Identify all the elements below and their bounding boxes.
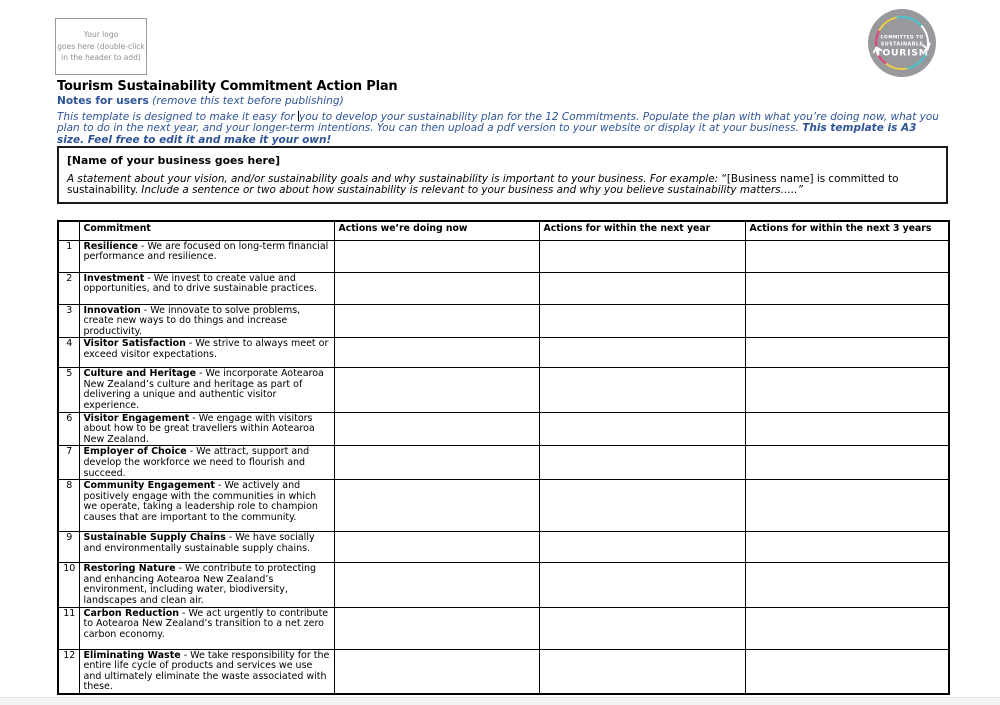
table-row [58, 338, 949, 368]
business-statement[interactable]: A statement about your vision, and/or sustainability goals and why sustainability is important to your business. For example: “[Business name] is committed to sustainability. Include a sentence or two about how sustainability is relevant to your business and why you believe sustainability matters…..” [67, 173, 899, 197]
commitment-cell: Culture and Heritage - We incorporate Aotearoa New Zealand’s culture and heritage as part of delivering a unique and authentic visitor experience. [79, 368, 334, 412]
commitment-cell: Carbon Reduction - We act urgently to contribute to Aotearoa New Zealand’s transition to a net zero carbon economy. [79, 607, 334, 649]
action-next-year-cell[interactable] [539, 272, 745, 304]
commitment-cell: Community Engagement - We actively and positively engage with the communities in which we operate, taking a leadership role to champion causes that are important to the community. [79, 480, 334, 532]
badge-text-line: COMMITTED TO [880, 35, 924, 41]
action-next-year-cell[interactable] [539, 304, 745, 338]
logo-placeholder-line: goes here (double-click [57, 41, 145, 51]
table-row [58, 304, 949, 338]
action-next-year-cell[interactable] [539, 607, 745, 649]
commitment-cell: Resilience - We are focused on long-term financial performance and resilience. [79, 240, 334, 272]
table-row [58, 368, 949, 412]
action-now-cell[interactable] [334, 532, 539, 563]
intro-bold-text: This template is A3 size. Feel free to edit it and make it your own! [57, 122, 917, 146]
action-3-years-cell[interactable] [745, 272, 949, 304]
commitment-table [57, 220, 950, 695]
action-now-cell[interactable] [334, 368, 539, 412]
action-now-cell[interactable] [334, 240, 539, 272]
action-now-cell[interactable] [334, 607, 539, 649]
row-number: 4 [58, 338, 79, 368]
action-now-cell[interactable] [334, 563, 539, 607]
action-next-year-cell[interactable] [539, 412, 745, 446]
action-now-cell[interactable] [334, 272, 539, 304]
header-actions-now: Actions we’re doing now [334, 221, 539, 240]
action-3-years-cell[interactable] [745, 304, 949, 338]
action-3-years-cell[interactable] [745, 412, 949, 446]
row-number: 7 [58, 446, 79, 480]
commitment-cell: Visitor Engagement - We engage with visitors about how to be great travellers within Aotearoa New Zealand. [79, 412, 334, 446]
row-number: 12 [58, 649, 79, 694]
header-actions-3-years: Actions for within the next 3 years [745, 221, 949, 240]
table-header-row [58, 221, 949, 240]
badge-text-line: TOURISM [875, 47, 929, 59]
notes-for-users [57, 95, 344, 107]
action-3-years-cell[interactable] [745, 563, 949, 607]
action-next-year-cell[interactable] [539, 368, 745, 412]
action-next-year-cell[interactable] [539, 563, 745, 607]
page-edge [0, 697, 1000, 705]
action-now-cell[interactable] [334, 446, 539, 480]
row-number: 5 [58, 368, 79, 412]
intro-text: This template is designed to make it easy for [57, 111, 299, 123]
action-next-year-cell[interactable] [539, 649, 745, 694]
row-number: 10 [58, 563, 79, 607]
table-row [58, 240, 949, 272]
page-title: Tourism Sustainability Commitment Action Plan [57, 79, 398, 94]
commitment-cell: Innovation - We innovate to solve problems, create new ways to do things and increase productivity. [79, 304, 334, 338]
table-row [58, 532, 949, 563]
header-number [58, 221, 79, 240]
table-row [58, 272, 949, 304]
table-row [58, 412, 949, 446]
commitment-cell: Employer of Choice - We attract, support and develop the workforce we need to flourish and succeed. [79, 446, 334, 480]
badge-text-line: SUSTAINABLE [880, 42, 924, 48]
action-3-years-cell[interactable] [745, 446, 949, 480]
row-number: 2 [58, 272, 79, 304]
row-number: 9 [58, 532, 79, 563]
business-name-box[interactable] [57, 146, 948, 204]
action-3-years-cell[interactable] [745, 480, 949, 532]
row-number: 11 [58, 607, 79, 649]
table-row [58, 446, 949, 480]
action-now-cell[interactable] [334, 338, 539, 368]
table-row [58, 563, 949, 607]
action-next-year-cell[interactable] [539, 480, 745, 532]
business-name-placeholder[interactable]: [Name of your business goes here] [67, 154, 281, 167]
action-3-years-cell[interactable] [745, 607, 949, 649]
action-now-cell[interactable] [334, 412, 539, 446]
commitment-cell: Visitor Satisfaction - We strive to always meet or exceed visitor expectations. [79, 338, 334, 368]
table-row [58, 649, 949, 694]
action-now-cell[interactable] [334, 480, 539, 532]
logo-placeholder[interactable] [55, 18, 147, 75]
action-next-year-cell[interactable] [539, 240, 745, 272]
intro-paragraph [57, 111, 945, 146]
commitment-cell: Restoring Nature - We contribute to protecting and enhancing Aotearoa New Zealand’s environment, including water, biodiversity, landscapes and clean air. [79, 563, 334, 607]
action-now-cell[interactable] [334, 649, 539, 694]
table-row [58, 607, 949, 649]
logo-placeholder-line: in the header to add) [61, 53, 141, 63]
row-number: 8 [58, 480, 79, 532]
action-3-years-cell[interactable] [745, 338, 949, 368]
commitment-cell: Investment - We invest to create value and opportunities, and to drive sustainable practices. [79, 272, 334, 304]
header-actions-next-year: Actions for within the next year [539, 221, 745, 240]
intro-text: you to develop your sustainability plan for the 12 Commitments. Populate the plan with what you’re doing now, what you plan to do in the next year, and your longer-term intentions. You can then upload a pdf version to your website or display it at your business. [57, 111, 939, 135]
action-next-year-cell[interactable] [539, 532, 745, 563]
logo-placeholder-line: Your logo [83, 30, 119, 40]
row-number: 3 [58, 304, 79, 338]
action-3-years-cell[interactable] [745, 649, 949, 694]
commitment-cell: Sustainable Supply Chains - We have socially and environmentally sustainable supply chains. [79, 532, 334, 563]
row-number: 6 [58, 412, 79, 446]
sustainable-tourism-badge-icon [868, 9, 936, 77]
action-3-years-cell[interactable] [745, 368, 949, 412]
notes-paren: (remove this text before publishing) [148, 95, 344, 107]
action-next-year-cell[interactable] [539, 446, 745, 480]
header-commitment: Commitment [79, 221, 334, 240]
commitment-cell: Eliminating Waste - We take responsibility for the entire life cycle of products and services we use and ultimately eliminate the waste associated with these. [79, 649, 334, 694]
action-now-cell[interactable] [334, 304, 539, 338]
table-row [58, 480, 949, 532]
action-3-years-cell[interactable] [745, 240, 949, 272]
action-3-years-cell[interactable] [745, 532, 949, 563]
row-number: 1 [58, 240, 79, 272]
action-next-year-cell[interactable] [539, 338, 745, 368]
notes-label: Notes for users [57, 95, 149, 107]
